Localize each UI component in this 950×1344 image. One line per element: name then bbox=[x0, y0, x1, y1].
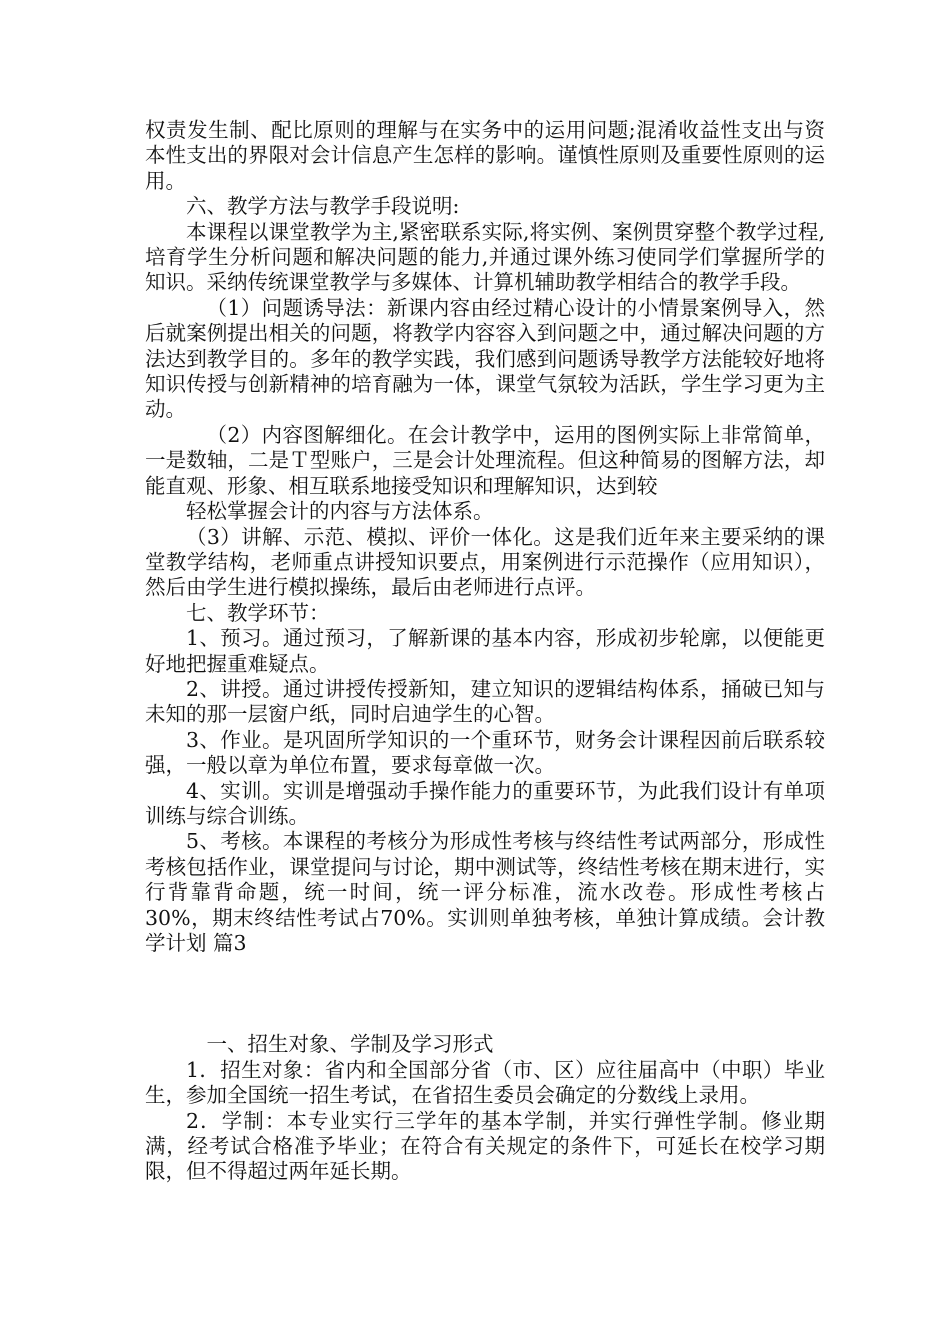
blank-gap bbox=[145, 956, 825, 1032]
paragraph: （1）问题诱导法：新课内容由经过精心设计的小情景案例导入，然后就案例提出相关的问题，将教学内容容入到问题之中，通过解决问题的方法达到教学目的。多年的教学实践，我们感到问题诱导教学方法能较好地将知识传授与创新精神的培育融为一体，课堂气氛较为活跃，学生学习更为主动。 bbox=[145, 295, 825, 422]
paragraph: 权责发生制、配比原则的理解与在实务中的运用问题;混淆收益性支出与资本性支出的界限对会计信息产生怎样的影响。谨慎性原则及重要性原则的运用。 bbox=[145, 118, 825, 193]
paragraph: 5、考核。本课程的考核分为形成性考核与终结性考试两部分，形成性考核包括作业，课堂提问与讨论，期中测试等，终结性考核在期末进行，实行背靠背命题，统一时间，统一评分标准，流水改卷。形成性考核占30%，期末终结性考试占70%。实训则单独考核，单独计算成绩。会计教学计划 篇3 bbox=[145, 829, 825, 955]
paragraph: （3）讲解、示范、模拟、评价一体化。这是我们近年来主要采纳的课堂教学结构，老师重点讲授知识要点，用案例进行示范操作（应用知识），然后由学生进行模拟操练，最后由老师进行点评。 bbox=[145, 524, 825, 600]
document-body bbox=[145, 118, 825, 1185]
section-heading: 一、招生对象、学制及学习形式 bbox=[206, 1032, 494, 1057]
section-heading: 六、教学方法与教学手段说明: bbox=[186, 194, 460, 219]
paragraph: 2、讲授。通过讲授传授新知，建立知识的逻辑结构体系，捅破已知与未知的那一层窗户纸，同时启迪学生的心智。 bbox=[145, 676, 825, 727]
paragraph: 1、预习。通过预习，了解新课的基本内容，形成初步轮廓，以便能更好地把握重难疑点。 bbox=[145, 626, 825, 676]
paragraph: （2）内容图解细化。在会计教学中，运用的图例实际上非常简单，一是数轴，二是Ｔ型账户，三是会计处理流程。但这种简易的图解方法，却能直观、形象、相互联系地接受知识和理解知识，达到较 bbox=[145, 422, 825, 498]
paragraph: 轻松掌握会计的内容与方法体系。 bbox=[186, 499, 494, 524]
paragraph: 4、实训。实训是增强动手操作能力的重要环节，为此我们设计有单项训练与综合训练。 bbox=[145, 778, 825, 828]
paragraph: 1．招生对象：省内和全国部分省（市、区）应往届高中（中职）毕业生，参加全国统一招生考试，在省招生委员会确定的分数线上录用。 bbox=[145, 1057, 825, 1108]
paragraph: 2．学制：本专业实行三学年的基本学制，并实行弹性学制。修业期满，经考试合格准予毕业；在符合有关规定的条件下，可延长在校学习期限，但不得超过两年延长期。 bbox=[145, 1108, 825, 1184]
paragraph: 3、作业。是巩固所学知识的一个重环节，财务会计课程因前后联系较强，一般以章为单位布置，要求每章做一次。 bbox=[145, 727, 825, 778]
paragraph: 本课程以课堂教学为主,紧密联系实际,将实例、案例贯穿整个教学过程,培育学生分析问题和解决问题的能力,并通过课外练习使同学们掌握所学的知识。采纳传统课堂教学与多媒体、计算机辅助教学相结合的教学手段。 bbox=[145, 219, 825, 295]
section-heading: 七、教学环节： bbox=[186, 600, 330, 625]
